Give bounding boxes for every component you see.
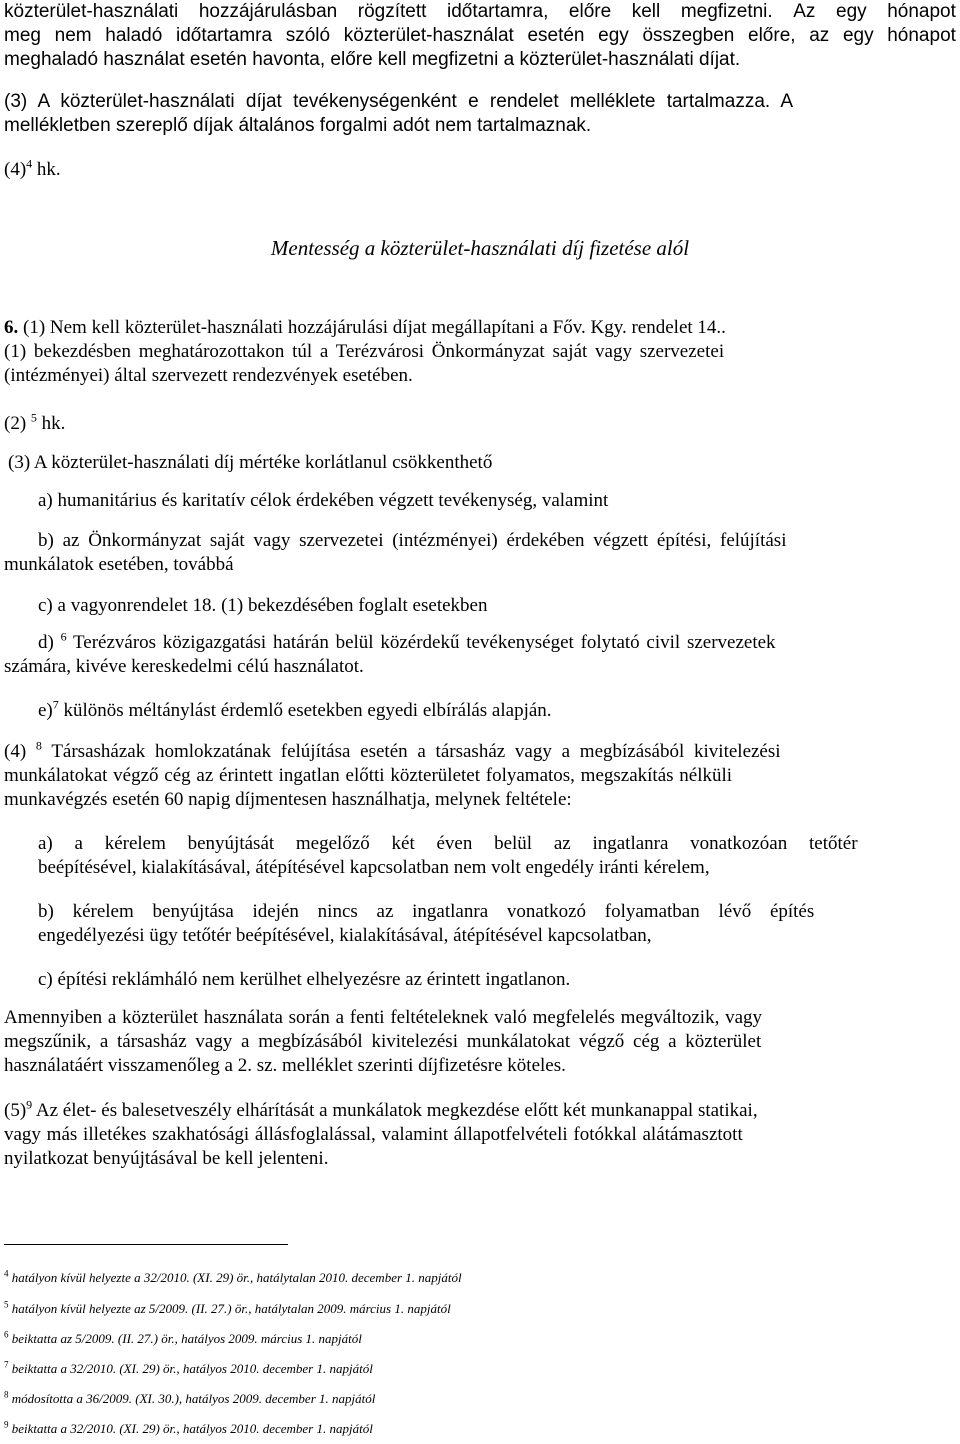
- footnote-number: 8: [4, 1389, 9, 1400]
- text-line: nyilatkozat benyújtásával be kell jelenteni.: [4, 1148, 329, 1169]
- paragraph-text: hk.: [32, 159, 61, 180]
- condition-c: c) építési reklámháló nem kerülhet elhelyezésre az érintett ingatlanon.: [38, 969, 571, 990]
- footnote-4: [4, 1270, 462, 1286]
- text-line: beépítésével, kialakításával, átépítésével kapcsolatban nem volt engedély iránti kérelem,: [38, 857, 710, 878]
- text-line: b) az Önkormányzat saját vagy szervezetei (intézményei) érdekében végzett építési, felújítási: [38, 530, 787, 551]
- footnote-number: 7: [4, 1359, 9, 1370]
- section-6-paragraph-3: (3) A közterület-használati díj mértéke korlátlanul csökkenthető: [8, 452, 493, 473]
- item-marker: e): [38, 700, 53, 721]
- text-line: Amennyiben a közterület használata során a fenti feltételeknek való megfelelés megváltozik, vagy: [4, 1007, 763, 1028]
- paragraph-amennyiben: [4, 1006, 956, 1078]
- list-item-d: [4, 631, 956, 679]
- text-line: mellékletben szereplő díjak általános forgalmi adót nem tartalmaznak.: [4, 115, 592, 136]
- paragraph-4: [4, 158, 956, 182]
- footnote-ref[interactable]: 5: [30, 410, 37, 425]
- text-line: használatáért visszamenőleg a 2. sz. melléklet szerinti díjfizetésre köteles.: [4, 1055, 566, 1076]
- footnote-ref[interactable]: 4: [26, 156, 33, 171]
- text-line: meghaladó használat esetén havonta, előre kell megfizetni a közterület-használati díjat.: [4, 49, 741, 70]
- text-line: vagy más illetékes szakhatósági állásfoglalással, valamint állapotfelvételi fotókkal alátámasztott: [4, 1124, 743, 1145]
- paragraph-text: hk.: [36, 413, 66, 434]
- text-line: (1) Nem kell közterület-használati hozzájárulási díjat megállapítani a Főv. Kgy. rendelet 14.: [18, 317, 722, 338]
- footnote-text: beiktatta a 32/2010. (XI. 29) ör., hatályos 2010. december 1. napjától: [8, 1361, 373, 1376]
- section-heading: Mentesség a közterület-használati díj fizetése alól: [270, 236, 690, 260]
- paragraph-payment: [4, 0, 956, 72]
- text-line: megszűnik, a társasház vagy a megbízásából kivitelezési munkálatokat végző cég a közterület: [4, 1031, 762, 1052]
- text-line-end: .: [721, 317, 726, 338]
- section-6-paragraph-4: [4, 740, 956, 812]
- text-line: munkálatok esetében, továbbá: [4, 554, 234, 575]
- text-line: különös méltánylást érdemlő esetekben egyedi elbírálás alapján.: [58, 700, 552, 721]
- footnote-8: [4, 1391, 375, 1407]
- footnote-ref[interactable]: 9: [26, 1097, 33, 1112]
- text-line: (1) bekezdésben meghatározottakon túl a Terézvárosi Önkormányzat saját vagy szervezetei: [4, 341, 725, 362]
- text-line: (3) A közterület-használati díjat tevékenységenként e rendelet melléklete tartalmazza. A: [4, 91, 794, 112]
- list-item-e: [38, 699, 956, 723]
- footnote-number: 9: [4, 1419, 9, 1430]
- list-item-b: [4, 529, 956, 577]
- text-line: b) kérelem benyújtása idején nincs az ingatlanra vonatkozó folyamatban lévő építés: [38, 901, 815, 922]
- text-line: Az élet- és balesetveszély elhárítását a munkálatok megkezdése előtt két munkanappal statikai,: [32, 1100, 758, 1121]
- footnote-number: 6: [4, 1329, 9, 1340]
- condition-b: [38, 900, 956, 948]
- text-line: Társasházak homlokzatának felújítása esetén a társasház vagy a megbízásából kivitelezési: [41, 741, 781, 762]
- section-6-paragraph-1: [4, 316, 956, 388]
- text-line: számára, kivéve kereskedelmi célú használatot.: [4, 656, 364, 677]
- footnote-number: 5: [4, 1299, 9, 1310]
- item-marker: d): [38, 632, 61, 653]
- text-line: munkavégzés esetén 60 napig díjmentesen használhatja, melynek feltétele:: [4, 789, 572, 810]
- footnote-text: hatályon kívül helyezte a 32/2010. (XI. 29) ör., hatálytalan 2010. december 1. napjától: [8, 1270, 462, 1285]
- footnote-text: hatályon kívül helyezte az 5/2009. (II. 27.) ör., hatálytalan 2009. március 1. napjától: [8, 1301, 451, 1316]
- footnote-ref[interactable]: 8: [35, 738, 42, 753]
- footnote-text: beiktatta az 5/2009. (II. 27.) ör., hatályos 2009. március 1. napjától: [8, 1331, 362, 1346]
- paragraph-3: [4, 90, 956, 138]
- text-line: (1) bekezdésében foglalt esetekben: [216, 595, 488, 616]
- footnote-ref[interactable]: 6: [60, 629, 67, 644]
- text-line: meg nem haladó időtartamra szóló közterület-használat esetén egy összegben előre, az egy hónapot: [4, 25, 956, 46]
- text-line: közterület-használati hozzájárulásban rögzített időtartamra, előre kell megfizetni. Az egy hónapot: [4, 1, 956, 22]
- section-number: 6.: [4, 317, 19, 338]
- section-6-paragraph-2: [4, 412, 956, 436]
- list-item-c: [38, 594, 956, 618]
- footnote-ref[interactable]: 7: [52, 697, 59, 712]
- footnote-6: [4, 1331, 362, 1347]
- text-line: (intézményei) által szervezett rendezvények esetében.: [4, 365, 413, 386]
- text-line: c) a vagyonrendelet 18.: [38, 595, 217, 616]
- paragraph-number: (2): [4, 413, 27, 434]
- footnote-7: [4, 1361, 373, 1377]
- list-item-a: a) humanitárius és karitatív célok érdekében végzett tevékenység, valamint: [38, 490, 609, 511]
- footnote-text: beiktatta a 32/2010. (XI. 29) ör., hatályos 2010. december 1. napjától: [8, 1421, 373, 1436]
- condition-a: [38, 832, 956, 880]
- footnote-9: [4, 1421, 373, 1437]
- footnote-text: módosította a 36/2009. (XI. 30.), hatályos 2009. december 1. napjától: [8, 1391, 376, 1406]
- paragraph-number: (5): [4, 1100, 27, 1121]
- footnote-number: 4: [4, 1268, 9, 1279]
- text-line: Terézváros közigazgatási határán belül közérdekű tevékenységet folytató civil szervezetek: [66, 632, 776, 653]
- paragraph-number: (4): [4, 159, 27, 180]
- text-line: engedélyezési ügy tetőtér beépítésével, kialakításával, átépítésével kapcsolatban,: [38, 925, 652, 946]
- section-6-paragraph-5: [4, 1099, 956, 1171]
- text-line: a) a kérelem benyújtását megelőző két éven belül az ingatlanra vonatkozóan tetőtér: [38, 833, 858, 854]
- paragraph-number: (4): [4, 741, 27, 762]
- footnote-divider: [4, 1244, 288, 1245]
- text-line: munkálatokat végző cég az érintett ingatlan előtti közterületet folyamatos, megszakítás nélküli: [4, 765, 733, 786]
- footnote-5: [4, 1301, 451, 1317]
